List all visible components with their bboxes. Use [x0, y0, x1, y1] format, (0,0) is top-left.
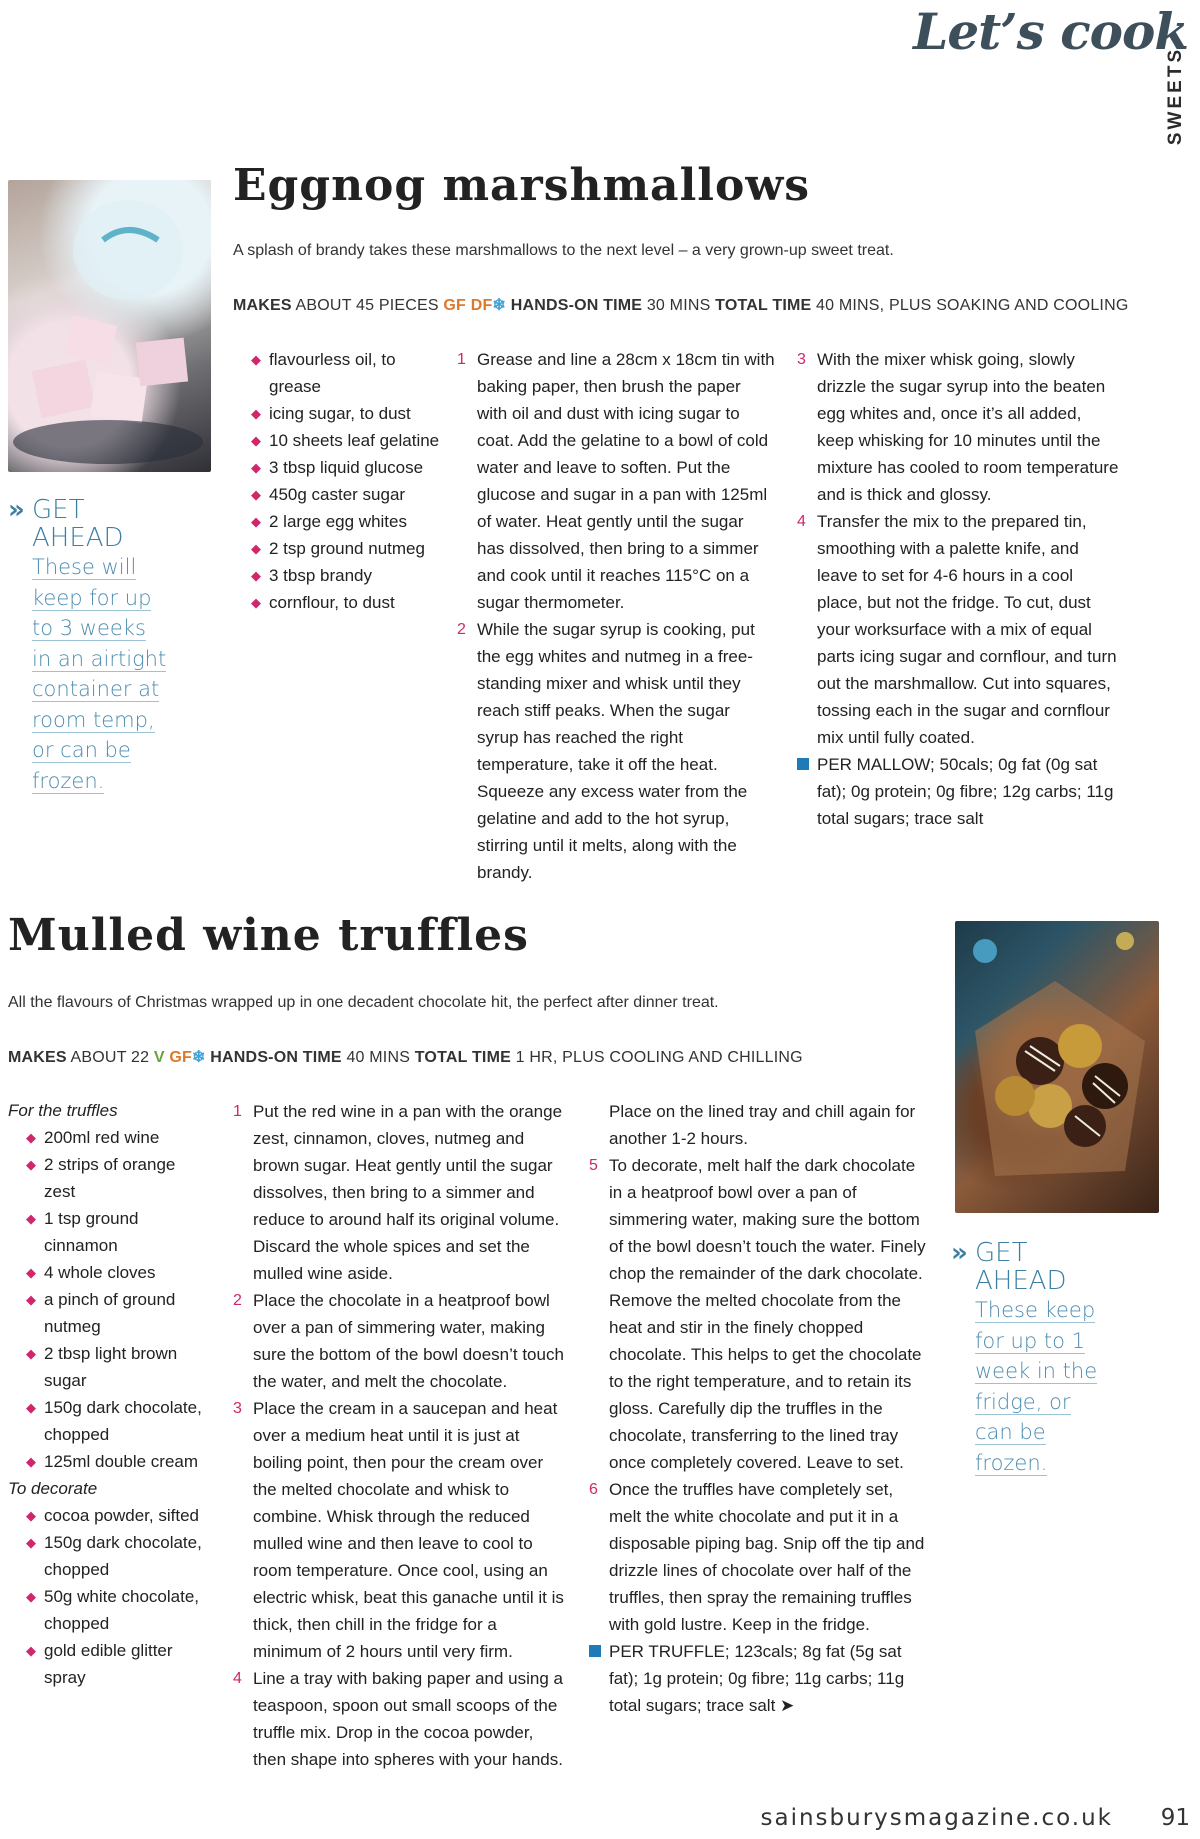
list-item: ◆ 50g white chocolate, chopped: [26, 1583, 208, 1637]
nutrition-info: PER MALLOW; 50cals; 0g fat (0g sat fat); 0g protein; 0g fibre; 12g carbs; 11g total sugars; trace salt: [797, 751, 1119, 832]
diamond-bullet-icon: ◆: [26, 1508, 36, 1523]
list-item: ◆ 3 tbsp liquid glucose: [251, 454, 441, 481]
recipe-intro: All the flavours of Christmas wrapped up in one decadent chocolate hit, the perfect after dinner treat.: [8, 994, 719, 1011]
total-time-value: 40 MINS, PLUS SOAKING AND COOLING: [816, 297, 1129, 314]
diamond-bullet-icon: ◆: [251, 514, 261, 529]
nutrition-square-icon: [589, 1645, 601, 1657]
list-item: ◆ icing sugar, to dust: [251, 400, 441, 427]
recipe-meta: [233, 295, 1128, 315]
df-badge: DF: [470, 297, 493, 314]
list-item: ◆ 4 whole cloves: [26, 1259, 208, 1286]
diamond-bullet-icon: ◆: [26, 1400, 36, 1415]
method-column-1: [233, 1098, 565, 1773]
recipe-meta: [8, 1047, 803, 1067]
diamond-bullet-icon: ◆: [251, 433, 261, 448]
page-header-title: Let’s cook: [913, 2, 1188, 61]
diamond-bullet-icon: ◆: [26, 1265, 36, 1280]
list-item: ◆ 1 tsp ground cinnamon: [26, 1205, 208, 1259]
diamond-bullet-icon: ◆: [251, 541, 261, 556]
diamond-bullet-icon: ◆: [251, 460, 261, 475]
snowflake-icon: ❄: [492, 297, 507, 314]
nutrition-square-icon: [797, 758, 809, 770]
ingredients-list: [251, 346, 441, 616]
v-badge: V: [153, 1049, 165, 1066]
list-item: ◆ cornflour, to dust: [251, 589, 441, 616]
diamond-bullet-icon: ◆: [251, 352, 261, 367]
list-item: ◆ 2 tsp ground nutmeg: [251, 535, 441, 562]
method-step: 1 Put the red wine in a pan with the orange zest, cinnamon, cloves, nutmeg and brown sugar. Heat gently until the sugar dissolves, then bring to a simmer and reduce to around half its original volume. Discard the whole spices and set the mulled wine aside.: [233, 1102, 563, 1283]
recipe-intro: A splash of brandy takes these marshmallows to the next level – a very grown-up sweet treat.: [233, 242, 894, 259]
get-ahead-heading: » GET AHEAD: [951, 1238, 1067, 1296]
list-item: ◆ a pinch of ground nutmeg: [26, 1286, 208, 1340]
double-chevron-icon: »: [951, 1238, 968, 1268]
list-item: ◆ 200ml red wine: [26, 1124, 208, 1151]
method-step-continued: Place on the lined tray and chill again for another 1-2 hours.: [609, 1102, 916, 1148]
ingredients-subheading: For the truffles: [8, 1101, 118, 1120]
method-step: 6 Once the truffles have completely set, melt the white chocolate and put it in a disposable piping bag. Snip off the tip and drizzle lines of chocolate over half of the truffles, then spray the remaining truffles with gold lustre. Keep in the fridge.: [589, 1480, 925, 1634]
mulled-wine-truffles-photo: [955, 921, 1159, 1213]
gf-badge: GF: [169, 1049, 193, 1066]
list-item: ◆ 450g caster sugar: [251, 481, 441, 508]
diamond-bullet-icon: ◆: [251, 595, 261, 610]
get-ahead-box: [8, 496, 198, 796]
method-step: 3 With the mixer whisk going, slowly drizzle the sugar syrup into the beaten egg whites and, once it’s all added, keep whisking for 10 minutes until the mixture has cooled to room temperature and is thick and glossy.: [797, 350, 1119, 504]
diamond-bullet-icon: ◆: [26, 1346, 36, 1361]
makes-label: MAKES: [233, 297, 292, 314]
recipe-title: Eggnog marshmallows: [233, 160, 810, 211]
double-chevron-icon: »: [8, 495, 25, 525]
page-number: 91: [1160, 1805, 1190, 1831]
makes-value: ABOUT 22: [70, 1049, 150, 1066]
method-step: 4 Transfer the mix to the prepared tin, smoothing with a palette knife, and leave to set for 4-6 hours in a cool place, but not the fridge. To cut, dust your worksurface with a mix of equal parts icing sugar and cornflour, and turn out the marshmallow. Cut into squares, tossing each in the sugar and cornflour mix until fully coated.: [797, 512, 1117, 747]
diamond-bullet-icon: ◆: [26, 1643, 36, 1658]
recipe-title: Mulled wine truffles: [8, 910, 529, 961]
total-time-value: 1 HR, PLUS COOLING AND CHILLING: [515, 1049, 803, 1066]
list-item: ◆ 2 tbsp light brown sugar: [26, 1340, 208, 1394]
list-item: ◆ cocoa powder, sifted: [26, 1502, 208, 1529]
eggnog-marshmallows-photo: [8, 180, 211, 472]
method-step: 4 Line a tray with baking paper and using a teaspoon, spoon out small scoops of the truffle mix. Drop in the cocoa powder, then shape into spheres with your hands.: [233, 1669, 563, 1769]
continue-arrow-icon: ➤: [780, 1696, 795, 1715]
makes-value: ABOUT 45 PIECES: [295, 297, 439, 314]
hands-on-value: 30 MINS: [646, 297, 711, 314]
makes-label: MAKES: [8, 1049, 67, 1066]
diamond-bullet-icon: ◆: [251, 568, 261, 583]
nutrition-info: PER TRUFFLE; 123cals; 8g fat (5g sat fat); 1g protein; 0g fibre; 11g carbs; 11g total sugars; trace salt ➤: [589, 1638, 929, 1719]
get-ahead-box: [951, 1239, 1151, 1478]
list-item: ◆ 3 tbsp brandy: [251, 562, 441, 589]
list-item: ◆ 150g dark chocolate, chopped: [26, 1394, 208, 1448]
diamond-bullet-icon: ◆: [251, 406, 261, 421]
method-column-2: [797, 346, 1119, 832]
list-item: ◆ 2 large egg whites: [251, 508, 441, 535]
diamond-bullet-icon: ◆: [26, 1292, 36, 1307]
section-tag: SWEETS: [1165, 46, 1187, 146]
method-step: 5 To decorate, melt half the dark chocolate in a heatproof bowl over a pan of simmering water, making sure the bottom of the bowl doesn’t touch the water. Finely chop the remainder of the dark chocolate. Remove the melted chocolate from the heat and stir in the finely chopped chocolate. This helps to get the chocolate to the right temperature, and to retain its gloss. Carefully dip the truffles in the chocolate, transferring to the lined tray once completely covered. Leave to set.: [589, 1156, 926, 1472]
method-step: 2 While the sugar syrup is cooking, put the egg whites and nutmeg in a free-standing mixer and whisk until they reach stiff peaks. When the sugar syrup has reached the right temperature, take it off the heat. Squeeze any excess water from the gelatine and add to the hot syrup, stirring until it melts, along with the brandy.: [457, 620, 755, 882]
hands-on-label: HANDS-ON TIME: [510, 297, 643, 314]
method-column-2: [589, 1098, 929, 1719]
total-time-label: TOTAL TIME: [414, 1049, 511, 1066]
method-step: 3 Place the cream in a saucepan and heat over a medium heat until it is just at boiling point, then pour the cream over the melted chocolate and whisk to combine. Whisk through the reduced mulled wine and then leave to cool to room temperature. Once cool, using an electric whisk, beat this ganache until it is thick, then chill in the fridge for a minimum of 2 hours until very firm.: [233, 1399, 564, 1661]
diamond-bullet-icon: ◆: [26, 1211, 36, 1226]
total-time-label: TOTAL TIME: [715, 297, 812, 314]
list-item: ◆ 125ml double cream: [26, 1448, 208, 1475]
list-item: ◆ flavourless oil, to grease: [251, 346, 441, 400]
diamond-bullet-icon: ◆: [251, 487, 261, 502]
diamond-bullet-icon: ◆: [26, 1535, 36, 1550]
diamond-bullet-icon: ◆: [26, 1157, 36, 1172]
diamond-bullet-icon: ◆: [26, 1130, 36, 1145]
method-step: 2 Place the chocolate in a heatproof bowl over a pan of simmering water, making sure the bottom of the bowl doesn’t touch the water, and melt the chocolate.: [233, 1291, 564, 1391]
get-ahead-text: These keep for up to 1 week in the fridge, or can be frozen.: [975, 1298, 1098, 1475]
get-ahead-heading: » GET AHEAD: [8, 495, 124, 553]
snowflake-icon: ❄: [192, 1049, 206, 1066]
ingredients-list: [8, 1097, 208, 1691]
list-item: ◆ 2 strips of orange zest: [26, 1151, 208, 1205]
hands-on-label: HANDS-ON TIME: [210, 1049, 342, 1066]
ingredients-subheading: To decorate: [8, 1479, 98, 1498]
method-column-1: [457, 346, 775, 886]
method-step: 1 Grease and line a 28cm x 18cm tin with baking paper, then brush the paper with oil and dust with icing sugar to coat. Add the gelatine to a bowl of cold water and leave to soften. Put the glucose and sugar in a pan with 125ml of water. Heat gently until the sugar has dissolved, then bring to a simmer and cook until it reaches 115°C on a sugar thermometer.: [457, 350, 775, 612]
get-ahead-text: These will keep for up to 3 weeks in an airtight container at room temp, or can be frozen.: [32, 555, 167, 793]
hands-on-value: 40 MINS: [346, 1049, 411, 1066]
diamond-bullet-icon: ◆: [26, 1454, 36, 1469]
list-item: ◆ gold edible glitter spray: [26, 1637, 208, 1691]
list-item: ◆ 10 sheets leaf gelatine: [251, 427, 441, 454]
diamond-bullet-icon: ◆: [26, 1589, 36, 1604]
gf-badge: GF: [443, 297, 467, 314]
footer-url: sainsburysmagazine.co.uk: [760, 1805, 1113, 1831]
list-item: ◆ 150g dark chocolate, chopped: [26, 1529, 208, 1583]
